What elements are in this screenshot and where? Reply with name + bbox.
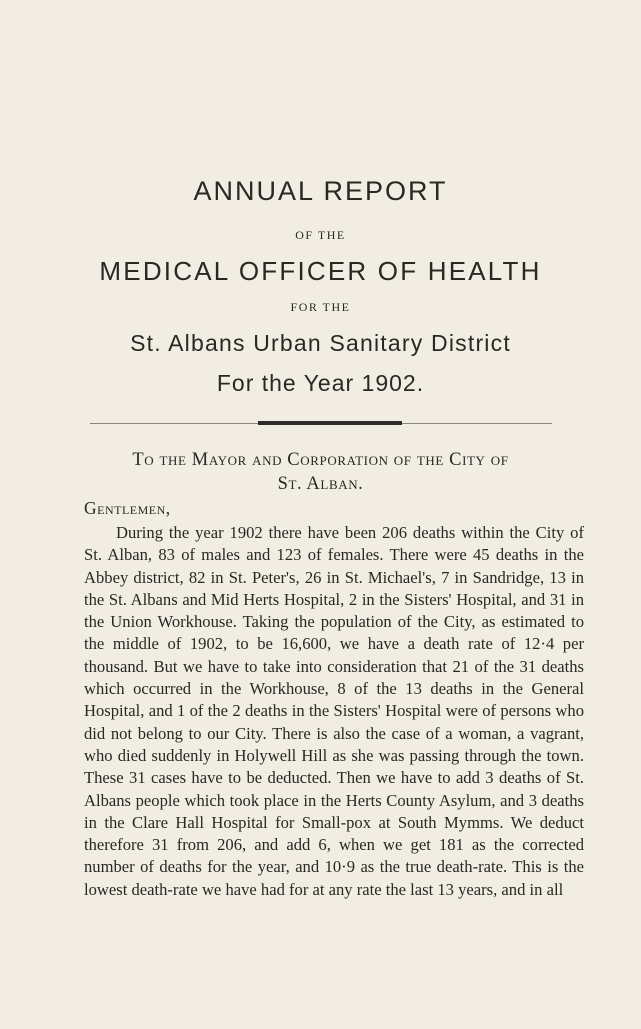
address-line-1: To the Mayor and Corporation of the City of <box>132 450 509 470</box>
for-the-label: FOR THE <box>290 300 351 314</box>
of-the-label: OF THE <box>295 228 346 242</box>
report-title-line-2: MEDICAL OFFICER OF HEALTH <box>99 256 542 286</box>
salutation: Gentlemen, <box>84 498 171 518</box>
district-name: St. Albans Urban Sanitary District <box>130 330 511 356</box>
report-year: For the Year 1902. <box>216 370 425 396</box>
address-line-2: St. Alban. <box>277 474 364 494</box>
section-divider-emphasis <box>258 421 402 425</box>
letter-body <box>84 522 584 901</box>
letter-paragraph: During the year 1902 there have been 206 deaths within the City of St. Alban, 83 of males and 123 of females. There were 45 deaths in the Abbey district, 82 in St. Peter's, 26 in St. Michael's, 7 in Sandridge, 13 in the St. Albans and Mid Herts Hospital, 2 in the Sisters' Hospital, and 31 in the Union Workhouse. Taking the population of the City, as estimated to the middle of 1902, to be 16,600, we have a death rate of 12·4 per thousand. But we have to take into consideration that 21 of the 31 deaths which occurred in the Workhouse, 8 of the 13 deaths in the General Hospital, and 1 of the 2 deaths in the Sisters' Hospital were of persons who did not belong to our City. There is also the case of a woman, a vagrant, who died suddenly in Holywell Hill as she was passing through the town. These 31 cases have to be deducted. Then we have to add 3 deaths of St. Albans people which took place in the Herts County Asylum, and 3 deaths in the Clare Hall Hospital for Small-pox at South Mymms. We deduct therefore 31 from 206, and add 6, when we get 181 as the corrected number of deaths for the year, and 10·9 as the true death-rate. This is the lowest death-rate we have had for at any rate the last 13 years, and in all <box>84 523 584 899</box>
report-title-line-1: ANNUAL REPORT <box>193 176 448 206</box>
